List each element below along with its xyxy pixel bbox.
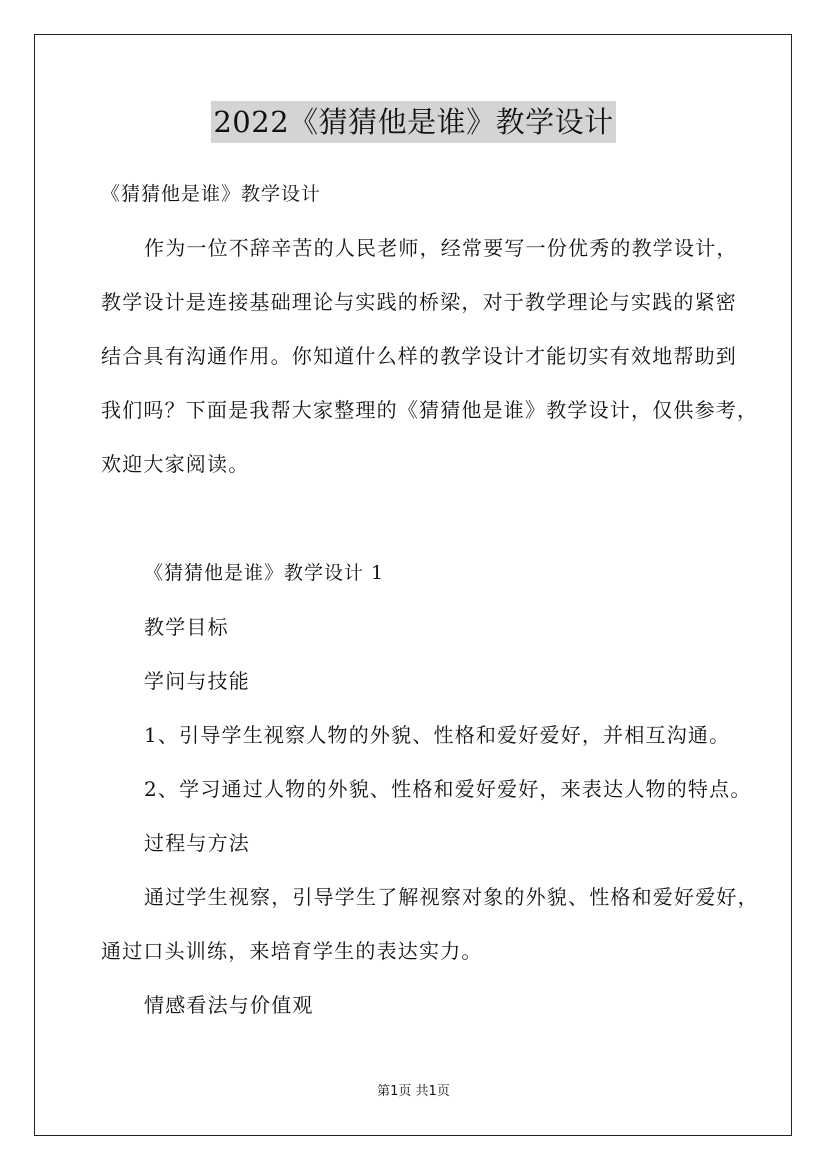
goal-item-2: 2、学习通过人物的外貌、性格和爱好爱好，来表达人物的特点。 (144, 777, 752, 801)
section-heading: 《猜猜他是谁》教学设计 1 (144, 562, 385, 584)
process-text-line-1: 通过学生视察，引导学生了解视察对象的外貌、性格和爱好爱好， (144, 885, 759, 909)
teaching-goals-heading: 教学目标 (144, 615, 229, 639)
attitude-values-heading: 情感看法与价值观 (144, 993, 314, 1017)
page-footer: 第1页 共1页 (377, 1084, 450, 1099)
title-container (0, 101, 827, 143)
document-title: 2022《猜猜他是谁》教学设计 (211, 101, 615, 143)
intro-line-2: 教学设计是连接基础理论与实践的桥梁，对于教学理论与实践的紧密 (101, 290, 737, 314)
process-method-heading: 过程与方法 (144, 831, 250, 855)
document-subtitle: 《猜猜他是谁》教学设计 (101, 183, 322, 205)
intro-line-3: 结合具有沟通作用。你知道什么样的教学设计才能切实有效地帮助到 (101, 344, 737, 368)
process-text-line-2: 通过口头训练，来培育学生的表达实力。 (101, 939, 483, 963)
goal-item-1: 1、引导学生视察人物的外貌、性格和爱好爱好，并相互沟通。 (144, 723, 731, 747)
knowledge-skills-heading: 学问与技能 (144, 669, 250, 693)
intro-line-5: 欢迎大家阅读。 (101, 452, 250, 476)
intro-line-1: 作为一位不辞辛苦的人民老师，经常要写一份优秀的教学设计， (144, 236, 738, 260)
intro-line-4: 我们吗？下面是我帮大家整理的《猜猜他是谁》教学设计，仅供参考， (101, 398, 759, 422)
